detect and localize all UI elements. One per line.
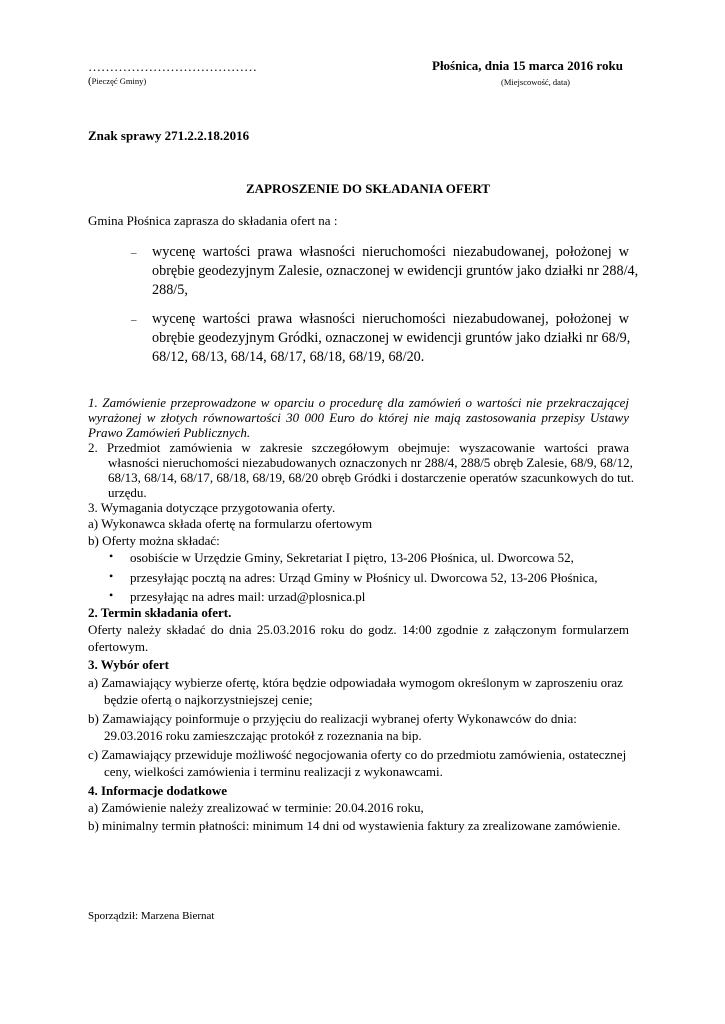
case-number: Znak sprawy 271.2.2.18.2016 <box>88 128 250 143</box>
place-date-label: (Miejscowość, data) <box>501 77 570 87</box>
choice-line-2: będzie ofertą o najkorzystniejszej cenie; <box>104 692 313 707</box>
intro-text: Gmina Płośnica zaprasza do składania ofert na : <box>88 213 338 228</box>
term-line-2: ofertowym. <box>88 639 149 654</box>
stamp-dots: ………………………………… <box>88 59 257 74</box>
section3-a: a) Wykonawca składa ofertę na formularzu ofertowym <box>88 516 373 531</box>
item-1-line-1: wycenę wartości prawa własności nieruchomości niezabudowanej, położonej w <box>152 244 629 260</box>
section1-line-3: Prawo Zamówień Publicznych. <box>88 425 251 440</box>
section1-line-1: 1. Zamówienie przeprowadzone w oparciu o procedurę dla zamówień o wartości nie przekraczającej <box>88 395 629 410</box>
item-1-line-3: 288/5, <box>152 282 188 298</box>
place-date: Płośnica, dnia 15 marca 2016 roku <box>432 58 623 73</box>
choice-heading: 3. Wybór ofert <box>88 657 169 672</box>
stamp-label-text: Pieczęć Gminy) <box>91 76 147 86</box>
item-dash: – <box>131 247 137 259</box>
signature: Sporządził: Marzena Biernat <box>88 910 215 922</box>
choice-line-5: c) Zamawiający przewiduje możliwość negocjowania oferty co do przedmiotu zamówienia, ostatecznej <box>88 747 627 762</box>
choice-line-3: b) Zamawiający poinformuje o przyjęciu do realizacji wybranej oferty Wykonawców do dnia: <box>88 711 577 726</box>
bullet-symbol: • <box>109 549 114 563</box>
bullet-item-1: osobiście w Urzędzie Gminy, Sekretariat I piętro, 13-206 Płośnica, ul. Dworcowa 52, <box>130 550 574 565</box>
term-line-1: Oferty należy składać do dnia 25.03.2016 roku do godz. 14:00 zgodnie z załączonym formularzem <box>88 622 629 637</box>
choice-line-4: 29.03.2016 roku zamieszczając protokół z rozeznania na bip. <box>104 728 422 743</box>
stamp-label-paren: ( <box>88 75 92 87</box>
bullet-symbol: • <box>109 569 114 583</box>
item-1-line-2: obrębie geodezyjnym Zalesie, oznaczonej w ewidencji gruntów jako działki nr 288/4, <box>152 263 639 279</box>
bullet-item-2: przesyłając pocztą na adres: Urząd Gminy w Płośnicy ul. Dworcowa 52, 13-206 Płośnica, <box>130 570 598 585</box>
item-dash: – <box>131 314 137 326</box>
item-2-line-2: obrębie geodezyjnym Gródki, oznaczonej w ewidencji gruntów jako działki nr 68/9, <box>152 330 631 346</box>
section1-line-2: wyrażonej w złotych równowartości 30 000 Euro do której nie mają zastosowania przepisy Ustawy <box>88 410 629 425</box>
page-title: ZAPROSZENIE DO SKŁADANIA OFERT <box>246 181 491 196</box>
bullet-item-3: przesyłając na adres mail: urzad@plosnica.pl <box>130 589 366 604</box>
choice-line-1: a) Zamawiający wybierze ofertę, która będzie odpowiadała wymogom określonym w zaproszeniu oraz <box>88 675 623 690</box>
section2-line-2: własności nieruchomości niezabudowanych oznaczonych nr 288/4, 288/5 obręb Zalesie, 68/9, 68/12, <box>108 455 633 470</box>
section3-heading: 3. Wymagania dotyczące przygotowania oferty. <box>88 500 336 515</box>
extra-line-1: a) Zamówienie należy zrealizować w terminie: 20.04.2016 roku, <box>88 800 424 815</box>
choice-line-6: ceny, wielkości zamówienia i terminu realizacji z wykonawcami. <box>104 764 443 779</box>
extra-heading: 4. Informacje dodatkowe <box>88 783 228 798</box>
section3-b: b) Oferty można składać: <box>88 533 220 548</box>
term-heading: 2. Termin składania ofert. <box>88 605 232 620</box>
section2-line-1: 2. Przedmiot zamówienia w zakresie szczegółowym obejmuje: wyszacowanie wartości prawa <box>88 440 629 455</box>
section2-line-3: 68/13, 68/14, 68/17, 68/18, 68/19, 68/20 obręb Gródki i dostarczenie operatów szacunkowych do tut. <box>108 470 635 485</box>
extra-line-2: b) minimalny termin płatności: minimum 14 dni od wystawienia faktury za zrealizowane zamówienie. <box>88 818 621 833</box>
stamp-label <box>88 75 146 87</box>
section2-line-4: urzędu. <box>108 485 147 500</box>
item-2-line-3: 68/12, 68/13, 68/14, 68/17, 68/18, 68/19, 68/20. <box>152 349 425 365</box>
item-2-line-1: wycenę wartości prawa własności nieruchomości niezabudowanej, położonej w <box>152 311 629 327</box>
bullet-symbol: • <box>109 588 114 602</box>
